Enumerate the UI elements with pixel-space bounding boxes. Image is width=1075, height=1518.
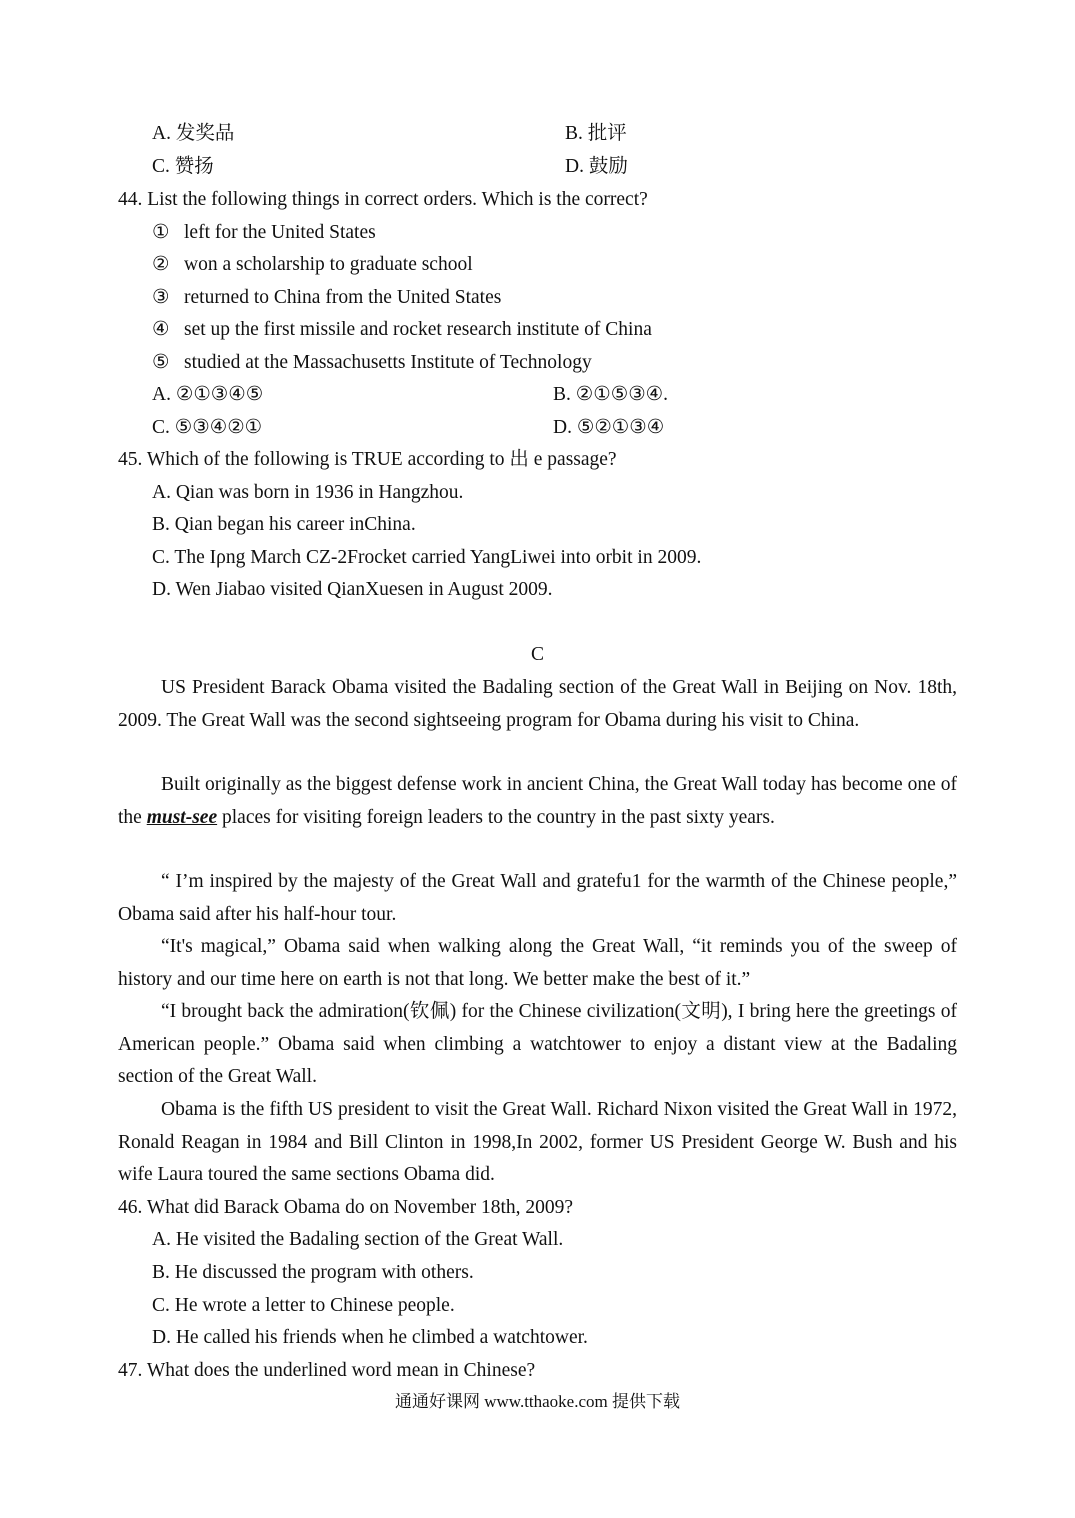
q44-item-2-number: ②: [152, 254, 170, 275]
q45-question: 45. Which of the following is TRUE according to 出 e passage?: [118, 449, 617, 470]
passage-paragraph-2-start: Built originally as the biggest defense work in ancient China, the Great Wall today has become one of the: [118, 774, 957, 828]
q44-item-2-text: won a scholarship to graduate school: [184, 254, 473, 275]
q44-question: 44. List the following things in correct orders. Which is the correct?: [118, 189, 648, 210]
q44-item-3-number: ③: [152, 287, 170, 308]
passage-paragraph-2-end: places for visiting foreign leaders to the country in the past sixty years.: [217, 806, 775, 828]
q43-option-a: A. 发奖品: [152, 123, 235, 144]
q46-option-a: A. He visited the Badaling section of the Great Wall.: [152, 1229, 564, 1250]
q44-item-4-number: ④: [152, 319, 170, 340]
q46-question: 46. What did Barack Obama do on November 18th, 2009?: [118, 1197, 574, 1218]
q44-item-1: [152, 221, 376, 245]
q44-item-3-text: returned to China from the United States: [184, 287, 502, 308]
q43-option-d: D. 鼓励: [565, 156, 628, 177]
q46-option-d: D. He called his friends when he climbed a watchtower.: [152, 1327, 588, 1348]
q44-item-2: [152, 253, 473, 277]
q44-item-5: [152, 351, 592, 375]
passage-paragraph-4: “It's magical,” Obama said when walking along the Great Wall, “it reminds you of the sweep of history and our time here on earth is not that long. We better make the best of it.”: [118, 936, 957, 990]
passage-paragraph-6: Obama is the fifth US president to visit the Great Wall. Richard Nixon visited the Great Wall in 1972, Ronald Reagan in 1984 and Bill Clinton in 1998,In 2002, former US President George W. Bush and his wife Laura toured the same sections Obama did.: [118, 1099, 957, 1186]
q44-item-3: [152, 286, 501, 310]
q44-item-5-number: ⑤: [152, 352, 170, 373]
q46-option-c: C. He wrote a letter to Chinese people.: [152, 1295, 455, 1316]
passage-paragraph-2: [118, 769, 957, 834]
q45-option-c: C. The Iρng March CZ-2Frocket carried YangLiwei into orbit in 2009.: [152, 547, 702, 568]
q44-item-4-text: set up the first missile and rocket research institute of China: [184, 319, 652, 340]
q45-option-b: B. Qian began his career inChina.: [152, 514, 416, 535]
q44-item-4: [152, 318, 652, 342]
q44-option-d: D. ⑤②①③④: [553, 417, 665, 438]
q46-option-b: B. He discussed the program with others.: [152, 1262, 474, 1283]
q44-item-1-number: ①: [152, 222, 170, 243]
passage-paragraph-5: “I brought back the admiration(钦佩) for the Chinese civilization(文明), I bring here the greetings of American people.” Obama said when climbing a watchtower to enjoy a distant view at the Badaling section of the Great Wall.: [118, 1001, 957, 1088]
section-heading: C: [530, 644, 544, 665]
passage-paragraph-1: US President Barack Obama visited the Badaling section of the Great Wall in Beijing on Nov. 18th, 2009. The Great Wall was the second sightseeing program for Obama during his visit to China.: [118, 677, 957, 731]
q44-option-c: C. ⑤③④②①: [152, 417, 263, 438]
q47-question: 47. What does the underlined word mean in Chinese?: [118, 1360, 536, 1381]
q45-option-a: A. Qian was born in 1936 in Hangzhou.: [152, 482, 464, 503]
q45-option-d: D. Wen Jiabao visited QianXuesen in August 2009.: [152, 579, 553, 600]
q44-item-1-text: left for the United States: [184, 222, 376, 243]
q44-option-a: A. ②①③④⑤: [152, 384, 264, 405]
underlined-word: must-see: [146, 806, 218, 828]
q44-option-b: B. ②①⑤③④.: [553, 384, 669, 405]
page-footer: 通通好课网 www.tthaoke.com 提供下载: [394, 1392, 681, 1411]
q44-item-5-text: studied at the Massachusetts Institute of Technology: [184, 352, 592, 373]
q43-option-b: B. 批评: [565, 123, 627, 144]
passage-paragraph-3: “ I’m inspired by the majesty of the Great Wall and gratefu1 for the warmth of the Chinese people,” Obama said after his half-hour tour.: [118, 871, 957, 925]
q43-option-c: C. 赞扬: [152, 156, 214, 177]
